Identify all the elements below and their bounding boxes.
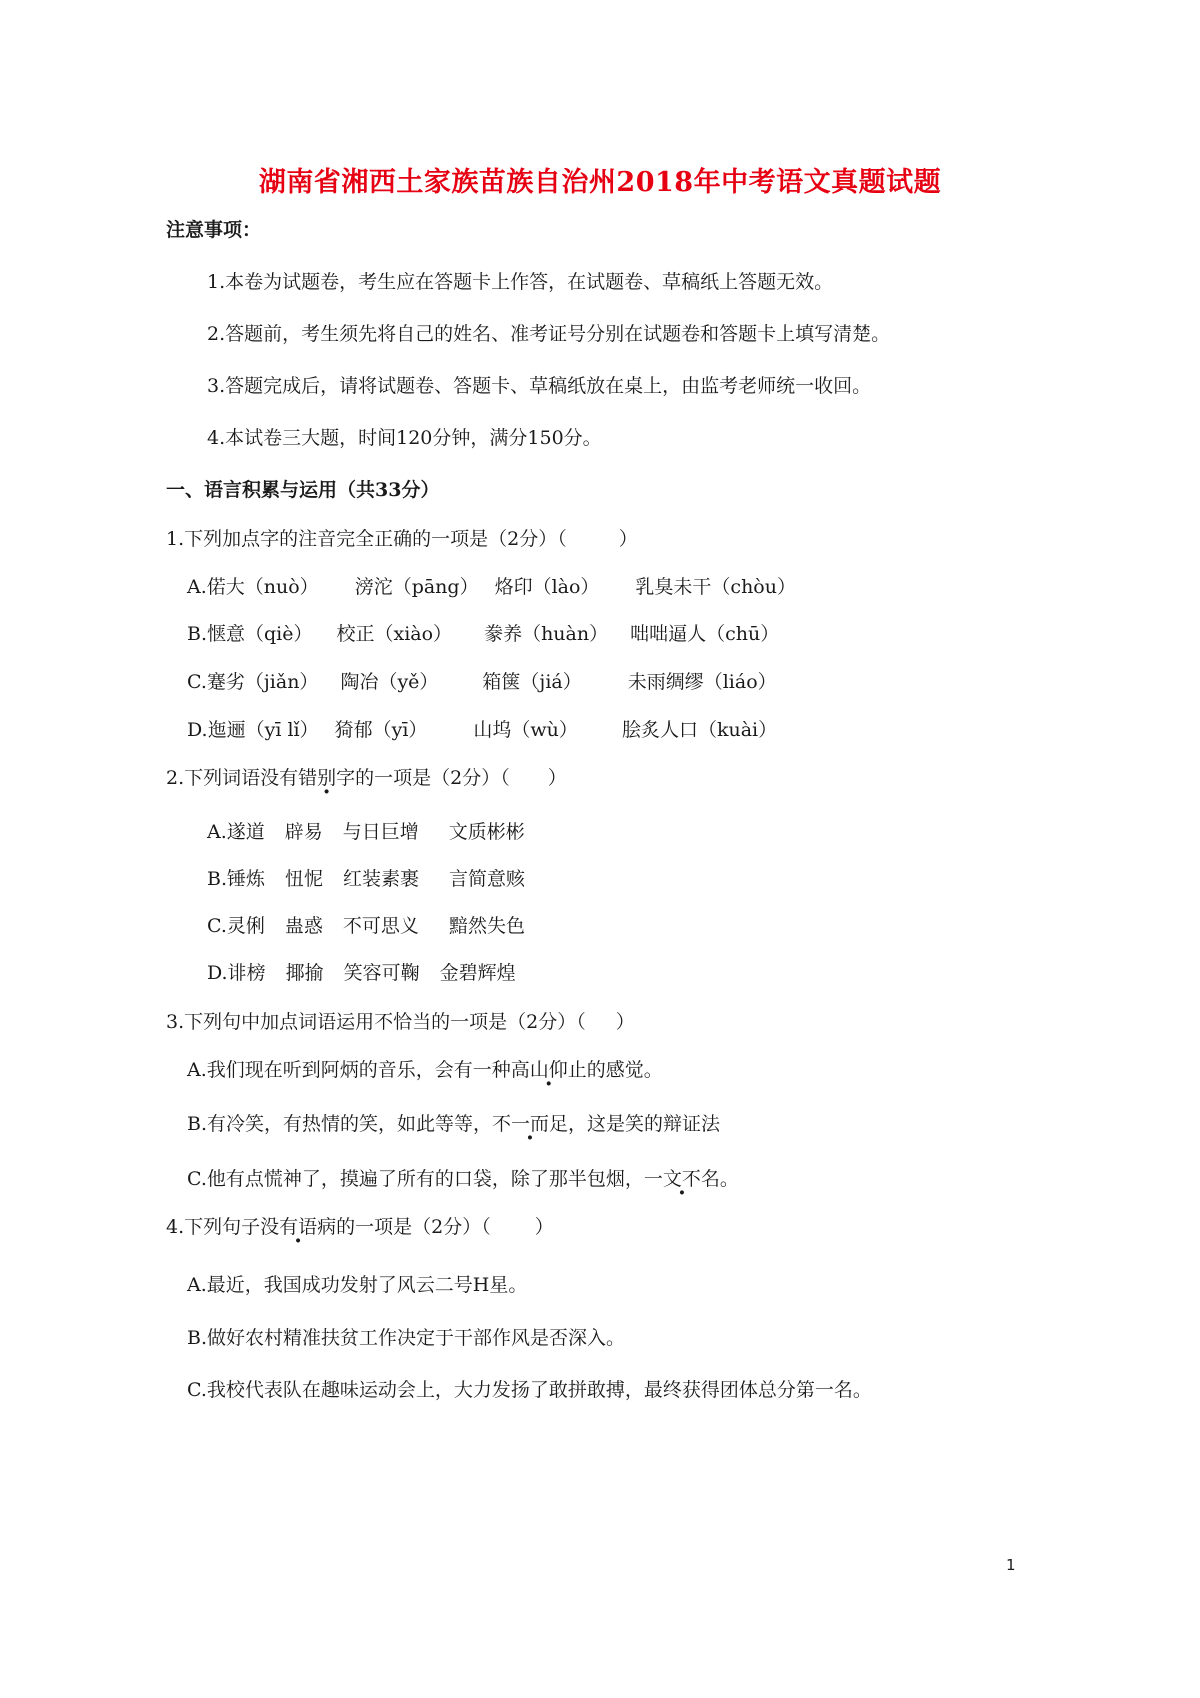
question-4-stem: [166, 1215, 554, 1239]
option-item: 文质彬彬: [448, 821, 525, 843]
notice-heading: 注意事项：: [166, 219, 262, 241]
option-item: 山坞（wù）: [473, 719, 578, 741]
question-3-option-b: [187, 1112, 720, 1136]
question-stem-text: 的一项是（2分）（: [355, 767, 510, 789]
question-2-stem: [166, 766, 567, 790]
section-heading: 一、语言积累与运用（共33分）: [166, 479, 440, 501]
option-item: 猗郁（yī）: [334, 719, 428, 741]
emphasized-text: 一文不名: [643, 1168, 720, 1190]
emphasized-text: 错别字: [298, 767, 356, 789]
option-item: 咄咄逼人（chū）: [630, 623, 780, 645]
question-1-option-a: [187, 575, 796, 599]
notice-item: 4.本试卷三大题，时间120分钟，满分150分。: [207, 427, 602, 449]
answer-bracket-close: ）: [615, 1011, 635, 1033]
option-item: 乳臭未干（chòu）: [635, 576, 796, 598]
answer-bracket-close: ）: [618, 528, 638, 550]
question-4-option-a: A.最近，我国成功发射了风云二号H星。: [187, 1274, 528, 1296]
question-2-option-d: [207, 961, 516, 985]
option-item: 笑容可鞠: [343, 962, 420, 984]
option-item: D.诽榜: [207, 962, 266, 984]
question-3-stem: [166, 1010, 635, 1034]
option-item: 辟易: [284, 821, 323, 843]
question-1-stem: [166, 527, 638, 551]
option-text: 。: [719, 1168, 739, 1190]
option-text: 的感觉。: [586, 1059, 663, 1081]
option-item: 烙印（lào）: [494, 576, 600, 598]
question-stem-text: 1.下列加点字的注音完全正确的一项是（2分）（: [166, 528, 567, 550]
option-item: 箱箧（jiá）: [482, 671, 582, 693]
notice-item: 2.答题前，考生须先将自己的姓名、准考证号分别在试题卷和答题卡上填写清楚。: [207, 323, 891, 345]
option-item: C.蹇劣（jiǎn）: [187, 671, 319, 693]
answer-bracket-close: ）: [547, 767, 567, 789]
option-item: B.惬意（qiè）: [187, 623, 313, 645]
option-item: A.遂道: [207, 821, 265, 843]
question-2-option-c: [207, 914, 525, 938]
question-2-option-b: [207, 867, 525, 891]
option-item: 不可思义: [342, 915, 419, 937]
option-item: 陶冶（yě）: [340, 671, 439, 693]
page-number: 1: [1006, 1556, 1016, 1574]
emphasized-text: 高山仰止: [510, 1059, 587, 1081]
page-title: 湖南省湘西土家族苗族自治州2018年中考语文真题试题: [258, 167, 942, 198]
option-item: 蛊惑: [284, 915, 323, 937]
emphasized-text: 不一而足: [492, 1113, 569, 1135]
option-item: 忸怩: [285, 868, 324, 890]
option-item: 脍炙人口（kuài）: [621, 719, 778, 741]
option-item: 豢养（huàn）: [484, 623, 609, 645]
question-3-option-c: [187, 1167, 739, 1191]
question-2-option-a: [207, 820, 525, 844]
question-stem-text: 4.下列句子: [166, 1216, 261, 1238]
option-item: 黯然失色: [448, 915, 525, 937]
question-stem-text: 2.下列词语没有: [166, 767, 299, 789]
question-3-option-a: [187, 1058, 663, 1082]
option-item: 揶揄: [285, 962, 324, 984]
option-item: 滂沱（pāng）: [354, 576, 479, 598]
option-item: 红装素裹: [343, 868, 420, 890]
option-item: 未雨绸缪（liáo）: [627, 671, 777, 693]
option-item: B.锤炼: [207, 868, 266, 890]
question-stem-text: 的一项是（2分）（: [336, 1216, 491, 1238]
option-text: A.我们现在听到阿炳的音乐，会有一种: [187, 1059, 511, 1081]
question-4-option-c: C.我校代表队在趣味运动会上，大力发扬了敢拼敢搏，最终获得团体总分第一名。: [187, 1379, 872, 1401]
option-item: 言简意赅: [449, 868, 526, 890]
question-1-option-c: [187, 670, 777, 694]
option-item: D.迤逦（yī lǐ）: [187, 719, 319, 741]
option-item: C.灵俐: [207, 915, 265, 937]
option-text: B.有冷笑，有热情的笑，如此等等，: [187, 1113, 493, 1135]
question-stem-text: 3.下列句中加点词语运用不恰当的一项是（2分）（: [166, 1011, 586, 1033]
notice-item: 3.答题完成后，请将试题卷、答题卡、草稿纸放在桌上，由监考老师统一收回。: [207, 375, 872, 397]
option-item: 金碧辉煌: [439, 962, 516, 984]
option-item: 校正（xiào）: [336, 623, 453, 645]
option-text: ，这是笑的辩证法: [568, 1113, 721, 1135]
option-item: A.偌大（nuò）: [187, 576, 319, 598]
question-1-option-d: [187, 718, 777, 742]
emphasized-text: 没有语病: [260, 1216, 337, 1238]
question-1-option-b: [187, 622, 779, 646]
answer-bracket-close: ）: [534, 1216, 554, 1238]
notice-item: 1.本卷为试题卷，考生应在答题卡上作答，在试题卷、草稿纸上答题无效。: [207, 271, 834, 293]
question-4-option-b: B.做好农村精准扶贫工作决定于干部作风是否深入。: [187, 1327, 626, 1349]
option-item: 与日巨增: [342, 821, 419, 843]
option-text: C.他有点慌神了，摸遍了所有的口袋，除了那半包烟，: [187, 1168, 644, 1190]
